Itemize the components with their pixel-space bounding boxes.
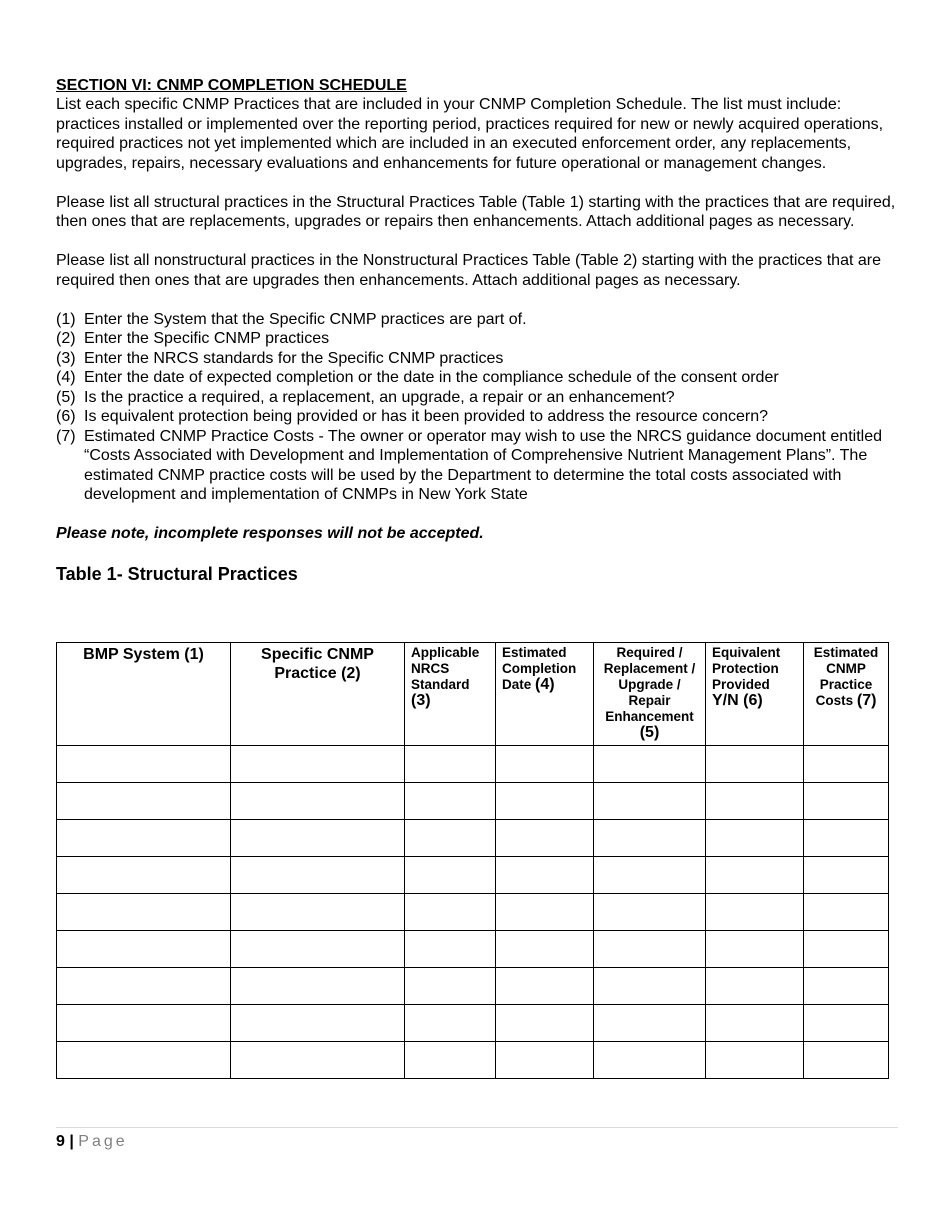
instruction-item: (1) Enter the System that the Specific CNMP practices are part of. [56, 310, 527, 328]
table-cell[interactable] [57, 820, 231, 857]
instruction-item: (5) Is the practice a required, a replacement, an upgrade, a repair or an enhancement? [56, 388, 675, 406]
structural-paragraph: Please list all structural practices in the Structural Practices Table (Table 1) starting with the practices that are required, then ones that are replacements, upgrades or repairs then enhancements. Attach additional pages as necessary. [56, 193, 896, 230]
footer-separator: | [69, 1133, 74, 1150]
header-practice: Specific CNMP Practice (2) [231, 643, 405, 746]
table-row [57, 1005, 889, 1042]
header-bmp-system: BMP System (1) [57, 643, 231, 746]
table-cell[interactable] [496, 783, 594, 820]
table-cell[interactable] [57, 931, 231, 968]
table-cell[interactable] [804, 931, 889, 968]
table-cell[interactable] [706, 968, 804, 1005]
table-cell[interactable] [57, 783, 231, 820]
table-cell[interactable] [405, 857, 496, 894]
table-cell[interactable] [804, 1005, 889, 1042]
table-cell[interactable] [594, 1042, 706, 1079]
table-row [57, 820, 889, 857]
table-cell[interactable] [706, 1042, 804, 1079]
table-cell[interactable] [496, 1042, 594, 1079]
instruction-list [56, 310, 898, 505]
table-row [57, 783, 889, 820]
table-cell[interactable] [804, 820, 889, 857]
table-cell[interactable] [804, 894, 889, 931]
instruction-item: (6) Is equivalent protection being provided or has it been provided to address the resource concern? [56, 408, 768, 425]
table-cell[interactable] [804, 857, 889, 894]
table-cell[interactable] [594, 894, 706, 931]
table-title: Table 1- Structural Practices [56, 563, 298, 584]
incomplete-note: Please note, incomplete responses will not be accepted. [56, 525, 484, 542]
table-cell[interactable] [496, 857, 594, 894]
table-cell[interactable] [405, 783, 496, 820]
table-cell[interactable] [496, 894, 594, 931]
table-cell[interactable] [405, 1042, 496, 1079]
table-cell[interactable] [594, 931, 706, 968]
section-title: SECTION VI: CNMP COMPLETION SCHEDULE [56, 77, 407, 94]
table-cell[interactable] [57, 894, 231, 931]
header-completion: Estimated Completion Date (4) [496, 643, 594, 746]
table-cell[interactable] [804, 1042, 889, 1079]
table-cell[interactable] [405, 894, 496, 931]
table-cell[interactable] [706, 894, 804, 931]
table-row [57, 968, 889, 1005]
table-cell[interactable] [594, 746, 706, 783]
table-cell[interactable] [231, 783, 405, 820]
table-row [57, 746, 889, 783]
table-cell[interactable] [594, 820, 706, 857]
document-body [56, 76, 898, 585]
structural-practices-table [56, 642, 889, 1079]
table-row [57, 1042, 889, 1079]
table-cell[interactable] [57, 857, 231, 894]
table-body [57, 746, 889, 1079]
table-cell[interactable] [231, 931, 405, 968]
table-cell[interactable] [594, 1005, 706, 1042]
table-cell[interactable] [594, 968, 706, 1005]
table-cell[interactable] [57, 1042, 231, 1079]
table-cell[interactable] [706, 746, 804, 783]
table-cell[interactable] [594, 783, 706, 820]
table-cell[interactable] [405, 1005, 496, 1042]
instruction-item: (7) Estimated CNMP Practice Costs - The owner or operator may wish to use the NRCS guidance document entitled “Costs Associated with Development and Implementation of Comprehensive Nutrient Management Plans”. The estimated CNMP practice costs will be used by the Department to determine the total costs associated with development and implementation of CNMPs in New York State [56, 427, 882, 503]
table-cell[interactable] [706, 783, 804, 820]
table-cell[interactable] [231, 746, 405, 783]
instruction-item: (4) Enter the date of expected completion or the date in the compliance schedule of the consent order [56, 369, 779, 386]
table-row [57, 931, 889, 968]
table-cell[interactable] [496, 820, 594, 857]
table-row [57, 857, 889, 894]
table-cell[interactable] [496, 1005, 594, 1042]
nonstructural-paragraph: Please list all nonstructural practices in the Nonstructural Practices Table (Table 2) starting with the practices that are required then ones that are upgrades then enhancements. Attach additional pages as necessary. [56, 252, 881, 289]
header-required: Required / Replacement / Upgrade / Repair Enhancement (5) [594, 643, 706, 746]
table-cell[interactable] [706, 1005, 804, 1042]
table-cell[interactable] [231, 894, 405, 931]
table-cell[interactable] [405, 968, 496, 1005]
header-equivalent: Equivalent Protection Provided Y/N (6) [706, 643, 804, 746]
table-cell[interactable] [496, 746, 594, 783]
table-cell[interactable] [57, 746, 231, 783]
table-cell[interactable] [804, 746, 889, 783]
table-cell[interactable] [496, 968, 594, 1005]
table-cell[interactable] [231, 968, 405, 1005]
table-header-row [57, 643, 889, 746]
table-cell[interactable] [804, 968, 889, 1005]
table-cell[interactable] [804, 783, 889, 820]
header-costs: Estimated CNMP Practice Costs (7) [804, 643, 889, 746]
table-row [57, 894, 889, 931]
page-label: Page [78, 1133, 128, 1150]
page-number: 9 [56, 1133, 65, 1150]
table-cell[interactable] [231, 857, 405, 894]
table-cell[interactable] [496, 931, 594, 968]
table-cell[interactable] [594, 857, 706, 894]
table-cell[interactable] [405, 931, 496, 968]
table-cell[interactable] [231, 820, 405, 857]
table-cell[interactable] [57, 1005, 231, 1042]
instruction-item: (3) Enter the NRCS standards for the Specific CNMP practices [56, 349, 504, 367]
page-footer [56, 1127, 898, 1152]
table-cell[interactable] [706, 857, 804, 894]
table-cell[interactable] [405, 746, 496, 783]
table-cell[interactable] [231, 1005, 405, 1042]
table-cell[interactable] [706, 820, 804, 857]
table-cell[interactable] [405, 820, 496, 857]
table-cell[interactable] [57, 968, 231, 1005]
intro-paragraph: List each specific CNMP Practices that are included in your CNMP Completion Schedule. The list must include: practices installed or implemented over the reporting period, practices required for new or newly acquired operations, required practices not yet implemented which are included in an executed enforcement order, any replacements, upgrades, repairs, necessary evaluations and enhancements for future operational or management changes. [56, 96, 884, 172]
table-cell[interactable] [231, 1042, 405, 1079]
table-cell[interactable] [706, 931, 804, 968]
header-standard: Applicable NRCS Standard (3) [405, 643, 496, 746]
instruction-item: (2) Enter the Specific CNMP practices [56, 330, 330, 347]
